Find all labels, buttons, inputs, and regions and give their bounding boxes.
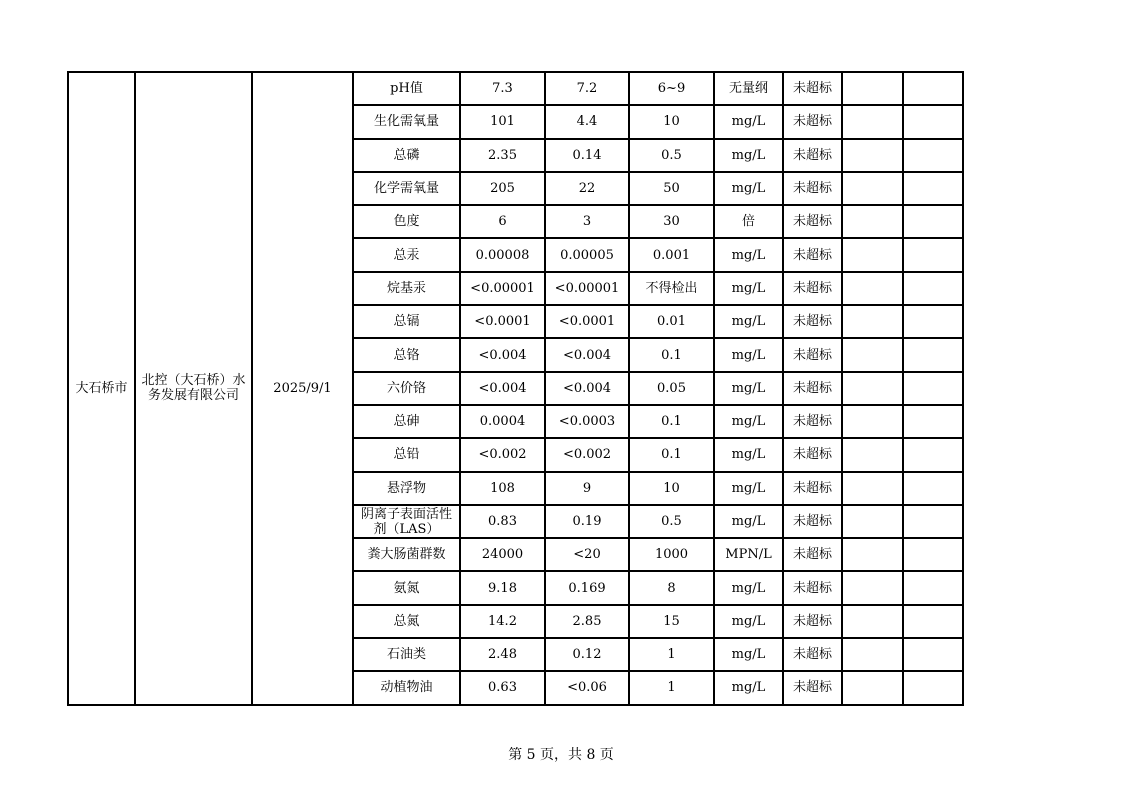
empty-cell — [842, 538, 903, 571]
unit-cell: mg/L — [714, 305, 783, 338]
empty-cell — [903, 671, 963, 704]
outlet-value-cell: <20 — [545, 538, 629, 571]
inlet-value-cell: 7.3 — [460, 72, 545, 105]
outlet-value-cell: 2.85 — [545, 605, 629, 638]
outlet-value-cell: <0.004 — [545, 338, 629, 371]
limit-cell: 0.5 — [629, 139, 714, 172]
outlet-value-cell: 7.2 — [545, 72, 629, 105]
unit-cell: 无量纲 — [714, 72, 783, 105]
company-cell: 北控（大石桥）水务发展有限公司 — [135, 72, 252, 705]
unit-cell: mg/L — [714, 505, 783, 538]
empty-cell — [842, 372, 903, 405]
limit-cell: 10 — [629, 472, 714, 505]
inlet-value-cell: 2.48 — [460, 638, 545, 671]
empty-cell — [903, 272, 963, 305]
inlet-value-cell: <0.0001 — [460, 305, 545, 338]
outlet-value-cell: <0.0003 — [545, 405, 629, 438]
limit-cell: 50 — [629, 172, 714, 205]
empty-cell — [842, 72, 903, 105]
inlet-value-cell: 0.0004 — [460, 405, 545, 438]
unit-cell: mg/L — [714, 405, 783, 438]
result-cell: 未超标 — [783, 405, 842, 438]
unit-cell: MPN/L — [714, 538, 783, 571]
inlet-value-cell: 14.2 — [460, 605, 545, 638]
outlet-value-cell: <0.0001 — [545, 305, 629, 338]
item-cell: 悬浮物 — [353, 472, 460, 505]
item-cell: 六价铬 — [353, 372, 460, 405]
unit-cell: mg/L — [714, 372, 783, 405]
empty-cell — [842, 438, 903, 471]
result-cell: 未超标 — [783, 505, 842, 538]
item-cell: 粪大肠菌群数 — [353, 538, 460, 571]
result-cell: 未超标 — [783, 605, 842, 638]
item-cell: 烷基汞 — [353, 272, 460, 305]
empty-cell — [842, 472, 903, 505]
page-number: 第 5 页，共 8 页 — [508, 747, 614, 763]
item-cell: 生化需氧量 — [353, 105, 460, 138]
item-cell: 总铬 — [353, 338, 460, 371]
empty-cell — [903, 172, 963, 205]
empty-cell — [903, 72, 963, 105]
outlet-value-cell: 4.4 — [545, 105, 629, 138]
unit-cell: mg/L — [714, 139, 783, 172]
item-cell: 色度 — [353, 205, 460, 238]
result-cell: 未超标 — [783, 205, 842, 238]
outlet-value-cell: <0.00001 — [545, 272, 629, 305]
date-cell: 2025/9/1 — [252, 72, 353, 705]
item-cell: 总镉 — [353, 305, 460, 338]
item-cell: 总氮 — [353, 605, 460, 638]
limit-cell: 0.5 — [629, 505, 714, 538]
unit-cell: mg/L — [714, 438, 783, 471]
empty-cell — [842, 205, 903, 238]
item-cell: 化学需氧量 — [353, 172, 460, 205]
outlet-value-cell: 0.00005 — [545, 238, 629, 271]
unit-cell: mg/L — [714, 238, 783, 271]
result-cell: 未超标 — [783, 538, 842, 571]
item-cell: 氨氮 — [353, 571, 460, 604]
inlet-value-cell: 24000 — [460, 538, 545, 571]
inlet-value-cell: 0.83 — [460, 505, 545, 538]
inlet-value-cell: <0.00001 — [460, 272, 545, 305]
inlet-value-cell: 101 — [460, 105, 545, 138]
unit-cell: mg/L — [714, 105, 783, 138]
result-cell: 未超标 — [783, 571, 842, 604]
empty-cell — [842, 505, 903, 538]
inlet-value-cell: <0.002 — [460, 438, 545, 471]
inlet-value-cell: 6 — [460, 205, 545, 238]
empty-cell — [842, 105, 903, 138]
result-cell: 未超标 — [783, 472, 842, 505]
result-cell: 未超标 — [783, 105, 842, 138]
empty-cell — [903, 505, 963, 538]
empty-cell — [903, 438, 963, 471]
table-row — [68, 72, 963, 105]
result-cell: 未超标 — [783, 305, 842, 338]
outlet-value-cell: 0.19 — [545, 505, 629, 538]
result-cell: 未超标 — [783, 72, 842, 105]
item-cell: pH值 — [353, 72, 460, 105]
limit-cell: 30 — [629, 205, 714, 238]
empty-cell — [842, 638, 903, 671]
empty-cell — [903, 105, 963, 138]
city-cell: 大石桥市 — [68, 72, 135, 705]
limit-cell: 8 — [629, 571, 714, 604]
limit-cell: 0.1 — [629, 405, 714, 438]
empty-cell — [903, 205, 963, 238]
empty-cell — [903, 238, 963, 271]
outlet-value-cell: <0.06 — [545, 671, 629, 704]
item-cell: 石油类 — [353, 638, 460, 671]
result-cell: 未超标 — [783, 372, 842, 405]
outlet-value-cell: <0.002 — [545, 438, 629, 471]
limit-cell: 0.05 — [629, 372, 714, 405]
empty-cell — [842, 405, 903, 438]
unit-cell: mg/L — [714, 605, 783, 638]
empty-cell — [842, 338, 903, 371]
item-cell: 总铅 — [353, 438, 460, 471]
outlet-value-cell: 22 — [545, 172, 629, 205]
inlet-value-cell: 108 — [460, 472, 545, 505]
empty-cell — [903, 372, 963, 405]
limit-cell: 1 — [629, 671, 714, 704]
empty-cell — [903, 538, 963, 571]
limit-cell: 0.001 — [629, 238, 714, 271]
monitoring-table — [67, 71, 964, 706]
limit-cell: 0.1 — [629, 438, 714, 471]
result-cell: 未超标 — [783, 671, 842, 704]
unit-cell: mg/L — [714, 571, 783, 604]
unit-cell: mg/L — [714, 472, 783, 505]
empty-cell — [842, 139, 903, 172]
empty-cell — [903, 338, 963, 371]
empty-cell — [842, 272, 903, 305]
item-cell: 总砷 — [353, 405, 460, 438]
unit-cell: mg/L — [714, 338, 783, 371]
result-cell: 未超标 — [783, 172, 842, 205]
empty-cell — [842, 571, 903, 604]
unit-cell: mg/L — [714, 638, 783, 671]
limit-cell: 6~9 — [629, 72, 714, 105]
empty-cell — [842, 305, 903, 338]
inlet-value-cell: 9.18 — [460, 571, 545, 604]
empty-cell — [903, 305, 963, 338]
limit-cell: 不得检出 — [629, 272, 714, 305]
inlet-value-cell: <0.004 — [460, 372, 545, 405]
empty-cell — [903, 139, 963, 172]
inlet-value-cell: <0.004 — [460, 338, 545, 371]
empty-cell — [903, 605, 963, 638]
outlet-value-cell: 3 — [545, 205, 629, 238]
inlet-value-cell: 205 — [460, 172, 545, 205]
inlet-value-cell: 0.00008 — [460, 238, 545, 271]
item-cell: 阴离子表面活性剂（LAS） — [353, 505, 460, 538]
empty-cell — [903, 638, 963, 671]
result-cell: 未超标 — [783, 338, 842, 371]
item-cell: 总磷 — [353, 139, 460, 172]
empty-cell — [903, 405, 963, 438]
empty-cell — [842, 671, 903, 704]
unit-cell: 倍 — [714, 205, 783, 238]
empty-cell — [842, 238, 903, 271]
inlet-value-cell: 0.63 — [460, 671, 545, 704]
limit-cell: 15 — [629, 605, 714, 638]
result-cell: 未超标 — [783, 438, 842, 471]
outlet-value-cell: 0.169 — [545, 571, 629, 604]
empty-cell — [842, 172, 903, 205]
outlet-value-cell: 9 — [545, 472, 629, 505]
outlet-value-cell: 0.12 — [545, 638, 629, 671]
limit-cell: 1 — [629, 638, 714, 671]
item-cell: 动植物油 — [353, 671, 460, 704]
empty-cell — [903, 472, 963, 505]
limit-cell: 1000 — [629, 538, 714, 571]
unit-cell: mg/L — [714, 272, 783, 305]
limit-cell: 10 — [629, 105, 714, 138]
limit-cell: 0.1 — [629, 338, 714, 371]
empty-cell — [903, 571, 963, 604]
outlet-value-cell: 0.14 — [545, 139, 629, 172]
item-cell: 总汞 — [353, 238, 460, 271]
result-cell: 未超标 — [783, 139, 842, 172]
outlet-value-cell: <0.004 — [545, 372, 629, 405]
empty-cell — [842, 605, 903, 638]
limit-cell: 0.01 — [629, 305, 714, 338]
inlet-value-cell: 2.35 — [460, 139, 545, 172]
unit-cell: mg/L — [714, 671, 783, 704]
result-cell: 未超标 — [783, 238, 842, 271]
unit-cell: mg/L — [714, 172, 783, 205]
result-cell: 未超标 — [783, 638, 842, 671]
result-cell: 未超标 — [783, 272, 842, 305]
